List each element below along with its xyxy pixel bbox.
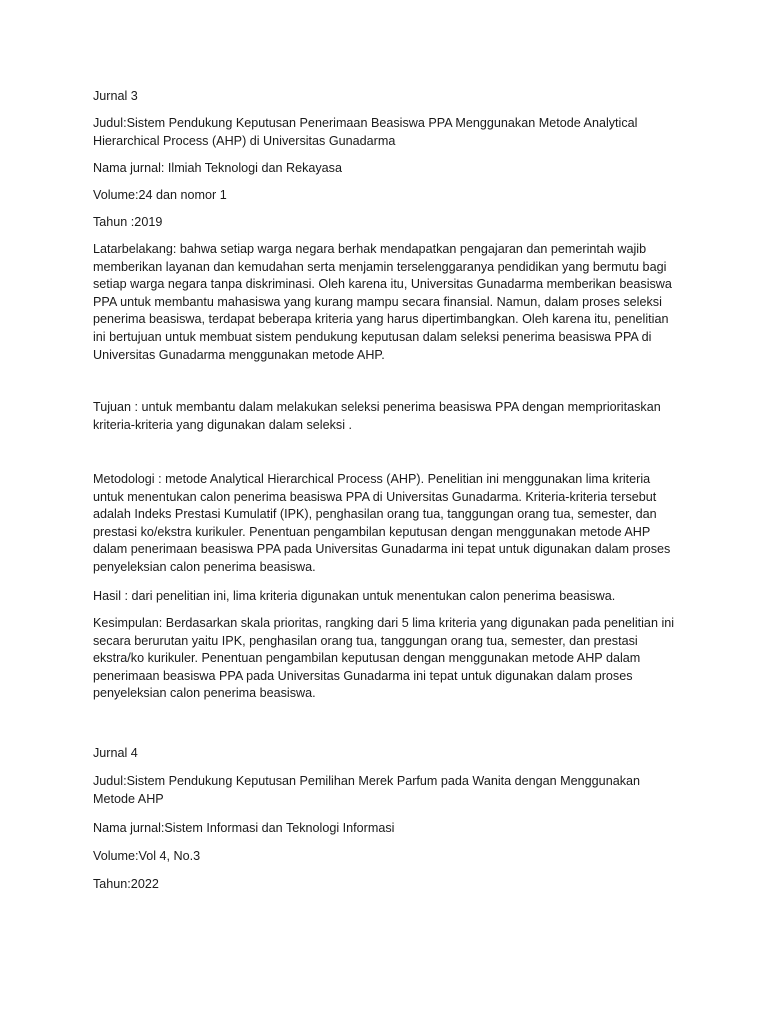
journal3-year: Tahun :2019 xyxy=(93,215,163,229)
journal3-objective: Tujuan : untuk membantu dalam melakukan seleksi penerima beasiswa PPA dengan memprioritaskan kriteria-kriteria yang digunakan dalam seleksi . xyxy=(93,400,661,432)
journal4-title: Judul:Sistem Pendukung Keputusan Pemilihan Merek Parfum pada Wanita dengan Menggunakan Metode AHP xyxy=(93,774,641,806)
journal3-result: Hasil : dari penelitian ini, lima kriteria digunakan untuk menentukan calon penerima beasiswa. xyxy=(93,589,616,603)
journal4-year: Tahun:2022 xyxy=(93,877,159,891)
journal4-volume: Volume:Vol 4, No.3 xyxy=(93,849,201,863)
journal3-heading: Jurnal 3 xyxy=(93,89,138,103)
journal3-volume: Volume:24 dan nomor 1 xyxy=(93,188,227,202)
journal3-title: Judul:Sistem Pendukung Keputusan Penerimaan Beasiswa PPA Menggunakan Metode Analytical Hierarchical Process (AHP) di Universitas Gunadarma xyxy=(93,116,638,148)
journal4-heading: Jurnal 4 xyxy=(93,746,138,760)
journal3-methodology: Metodologi : metode Analytical Hierarchical Process (AHP). Penelitian ini menggunakan lima kriteria untuk menentukan calon penerima beasiswa PPA di Universitas Gunadarma. Kriteria-kriteria tersebut adalah Indeks Prestasi Kumulatif (IPK), penghasilan orang tua, tanggungan orang tua, semester, dan prestasi ko/ekstra kurikuler. Penentuan pengambilan keputusan dengan menggunakan metode AHP dalam penerimaan beasiswa PPA pada Universitas Gunadarma ini tepat untuk digunakan dalam proses penyeleksian calon penerima beasiswa. xyxy=(93,472,671,574)
journal3-journal-name: Nama jurnal: Ilmiah Teknologi dan Rekayasa xyxy=(93,161,342,175)
journal3-conclusion: Kesimpulan: Berdasarkan skala prioritas, rangking dari 5 lima kriteria yang digunakan pada penelitian ini secara berurutan yaitu IPK, penghasilan orang tua, tanggungan orang tua, semester, dan prestasi ekstra/ko kurikuler. Penentuan pengambilan keputusan dengan menggunakan metode AHP dalam penerimaan beasiswa PPA pada Universitas Gunadarma ini tepat untuk digunakan dalam proses penyeleksian calon penerima beasiswa. xyxy=(93,616,675,701)
journal4-journal-name: Nama jurnal:Sistem Informasi dan Teknologi Informasi xyxy=(93,821,395,835)
journal3-background: Latarbelakang: bahwa setiap warga negara berhak mendapatkan pengajaran dan pemerintah wajib memberikan layanan dan kemudahan serta menjamin terselenggaranya pendidikan yang bermutu bagi setiap warga negara tanpa diskriminasi. Oleh karena itu, Universitas Gunadarma memberikan beasiswa PPA untuk membantu mahasiswa yang kurang mampu secara finansial. Namun, dalam proses seleksi penerima beasiswa, terdapat beberapa kriteria yang harus dipertimbangkan. Oleh karena itu, penelitian ini bertujuan untuk membuat sistem pendukung keputusan dalam seleksi penerima beasiswa PPA di Universitas Gunadarma menggunakan metode AHP. xyxy=(93,242,672,362)
